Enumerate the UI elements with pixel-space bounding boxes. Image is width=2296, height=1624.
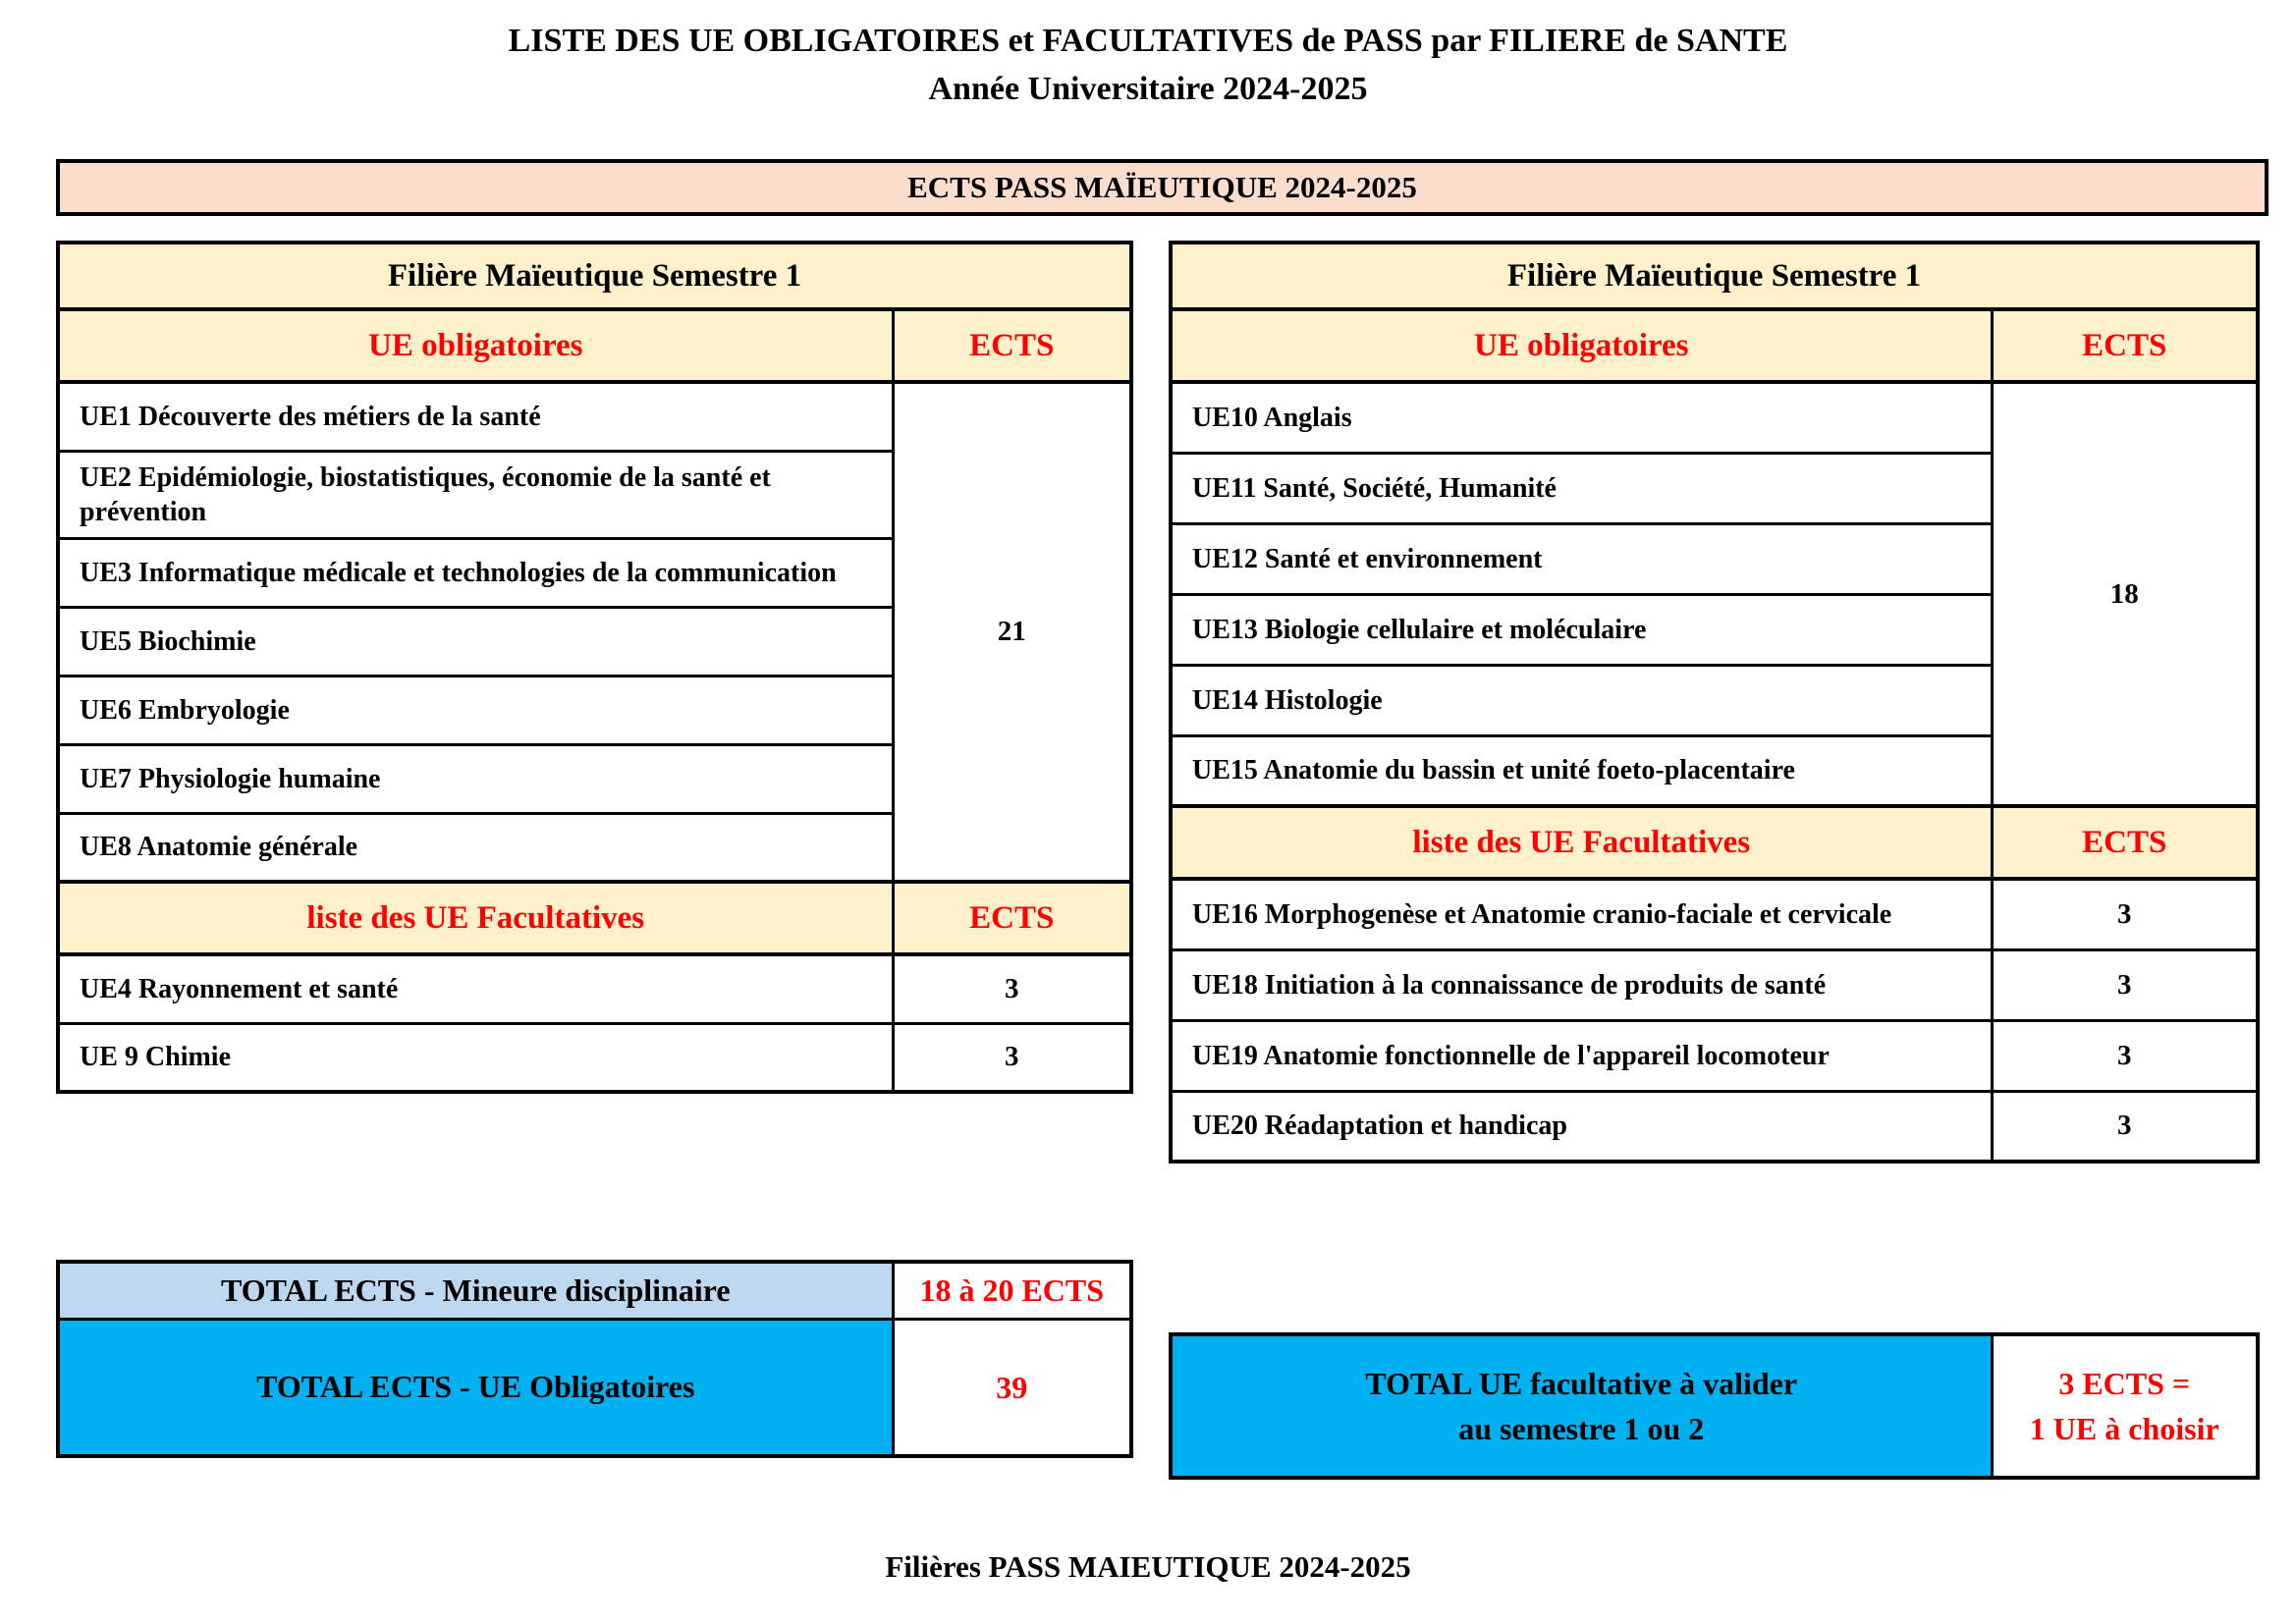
ects-value: 3 <box>1992 949 2258 1020</box>
table-row <box>1171 243 2258 309</box>
table-row <box>58 882 1131 954</box>
table-row <box>1171 1020 2258 1091</box>
right-table-title: Filière Maïeutique Semestre 1 <box>1171 243 2258 309</box>
table-row <box>58 1262 1131 1319</box>
total-mineure-label: TOTAL ECTS - Mineure disciplinaire <box>58 1262 893 1319</box>
ue-label: UE11 Santé, Société, Humanité <box>1171 453 1992 523</box>
left-obligatoires-header: UE obligatoires <box>58 309 893 382</box>
table-row <box>58 309 1131 382</box>
ue-label: UE4 Rayonnement et santé <box>58 954 893 1023</box>
page-title: LISTE DES UE OBLIGATOIRES et FACULTATIVES de PASS par FILIERE de SANTE <box>508 23 1788 59</box>
ue-label: UE10 Anglais <box>1171 382 1992 453</box>
right-facultatives-ects-header: ECTS <box>1992 806 2258 879</box>
ects-value: 3 <box>1992 1020 2258 1091</box>
ue-label: UE2 Epidémiologie, biostatistiques, économie de la santé et prévention <box>58 451 893 538</box>
table-row <box>1171 879 2258 949</box>
ects-value: 3 <box>1992 1091 2258 1162</box>
ue-label: UE1 Découverte des métiers de la santé <box>58 382 893 451</box>
ue-label: UE6 Embryologie <box>58 676 893 744</box>
ue-label: UE13 Biologie cellulaire et moléculaire <box>1171 594 1992 665</box>
total-facultative-value <box>1992 1334 2258 1478</box>
table-row <box>1171 309 2258 382</box>
totals-right-table <box>1169 1332 2260 1480</box>
table-row <box>1171 949 2258 1020</box>
ue-label: UE14 Histologie <box>1171 665 1992 735</box>
total-facultative-label <box>1171 1334 1992 1478</box>
table-row <box>1171 1091 2258 1162</box>
ue-label: UE8 Anatomie générale <box>58 813 893 882</box>
left-facultatives-header: liste des UE Facultatives <box>58 882 893 954</box>
left-obligatoires-ects-total: 21 <box>893 382 1131 882</box>
right-filiere-table <box>1169 241 2260 1164</box>
table-row <box>58 954 1131 1023</box>
total-facultative-label-line1: TOTAL UE facultative à valider <box>1365 1365 1798 1401</box>
right-ects-header: ECTS <box>1992 309 2258 382</box>
ects-banner: ECTS PASS MAÏEUTIQUE 2024-2025 <box>56 159 2269 216</box>
ue-label: UE19 Anatomie fonctionnelle de l'appareil locomoteur <box>1171 1020 1992 1091</box>
total-obligatoires-value: 39 <box>893 1319 1131 1456</box>
total-obligatoires-label: TOTAL ECTS - UE Obligatoires <box>58 1319 893 1456</box>
page-subtitle: Année Universitaire 2024-2025 <box>928 70 1368 107</box>
table-row <box>58 382 1131 451</box>
table-row <box>58 1319 1131 1456</box>
table-row <box>58 1023 1131 1092</box>
ue-label: UE12 Santé et environnement <box>1171 523 1992 594</box>
right-facultatives-header: liste des UE Facultatives <box>1171 806 1992 879</box>
left-table-title: Filière Maïeutique Semestre 1 <box>58 243 1131 309</box>
table-row <box>1171 382 2258 453</box>
left-filiere-table <box>56 241 1133 1094</box>
ue-label: UE3 Informatique médicale et technologies de la communication <box>58 538 893 607</box>
ue-label: UE16 Morphogenèse et Anatomie cranio-faciale et cervicale <box>1171 879 1992 949</box>
left-facultatives-ects-header: ECTS <box>893 882 1131 954</box>
total-facultative-value-line2: 1 UE à choisir <box>2029 1411 2219 1446</box>
ects-value: 3 <box>893 954 1131 1023</box>
ects-value: 3 <box>893 1023 1131 1092</box>
page-header <box>0 22 2296 110</box>
table-row <box>1171 806 2258 879</box>
page-footer: Filières PASS MAIEUTIQUE 2024-2025 <box>885 1549 1411 1584</box>
ects-value: 3 <box>1992 879 2258 949</box>
ue-label: UE7 Physiologie humaine <box>58 744 893 813</box>
total-facultative-label-line2: au semestre 1 ou 2 <box>1458 1411 1705 1446</box>
table-row <box>1171 1334 2258 1478</box>
left-ects-header: ECTS <box>893 309 1131 382</box>
ue-label: UE5 Biochimie <box>58 607 893 676</box>
ue-label: UE15 Anatomie du bassin et unité foeto-placentaire <box>1171 735 1992 806</box>
totals-left-table <box>56 1260 1133 1458</box>
ue-label: UE 9 Chimie <box>58 1023 893 1092</box>
ue-label: UE18 Initiation à la connaissance de produits de santé <box>1171 949 1992 1020</box>
total-facultative-value-line1: 3 ECTS = <box>2058 1365 2191 1401</box>
right-obligatoires-header: UE obligatoires <box>1171 309 1992 382</box>
table-row <box>58 243 1131 309</box>
total-mineure-value: 18 à 20 ECTS <box>893 1262 1131 1319</box>
ue-label: UE20 Réadaptation et handicap <box>1171 1091 1992 1162</box>
right-obligatoires-ects-total: 18 <box>1992 382 2258 806</box>
